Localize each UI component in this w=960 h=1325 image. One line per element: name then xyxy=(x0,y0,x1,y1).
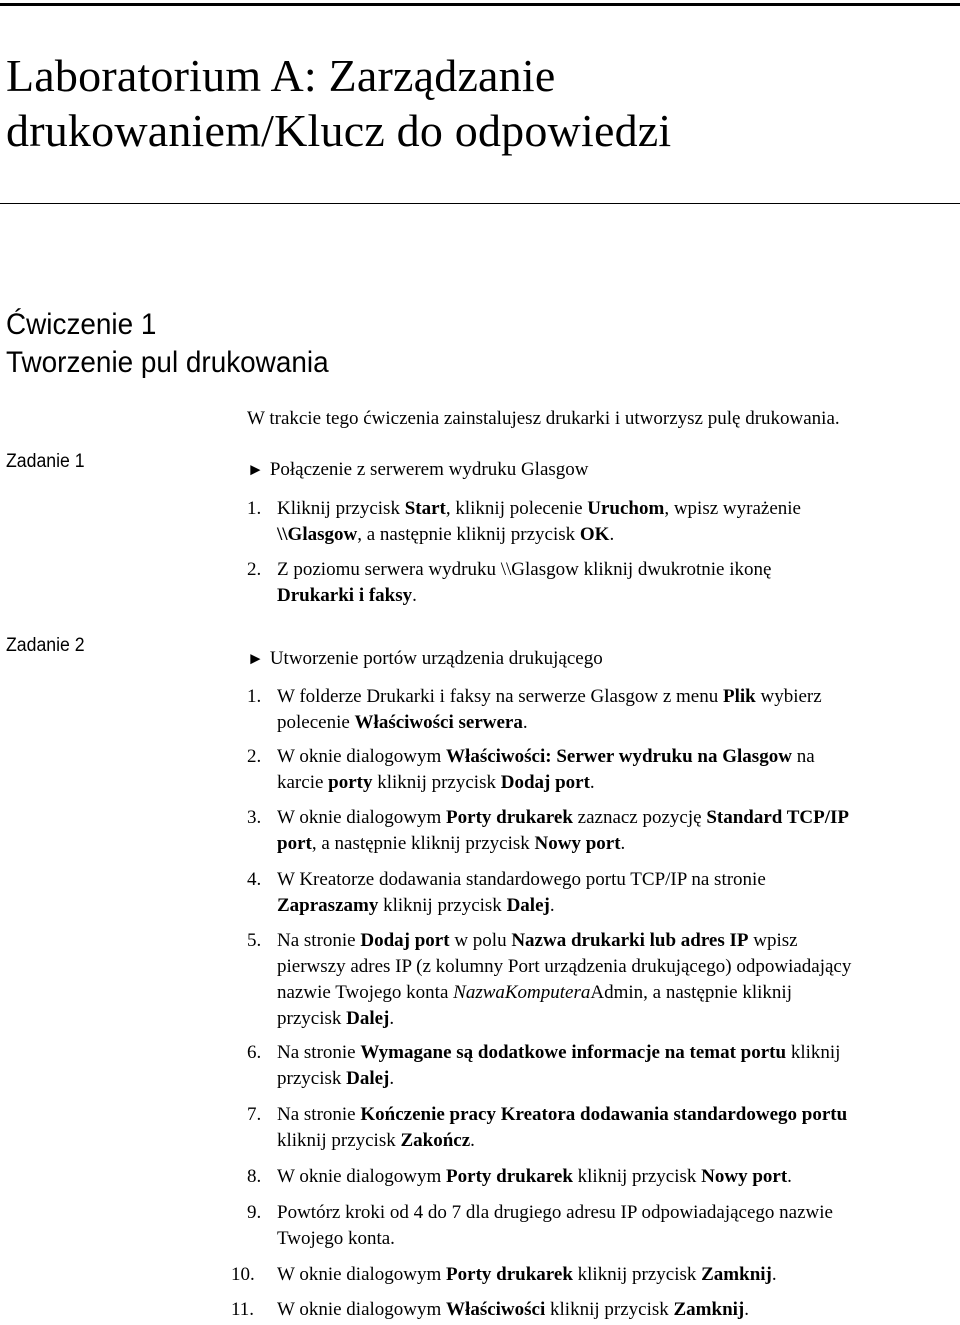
step-text-run: . xyxy=(787,1166,792,1187)
step-number: 3. xyxy=(247,807,262,828)
step-bold-term: OK xyxy=(579,524,610,545)
step-text-run: kliknij przycisk xyxy=(545,1299,674,1320)
exercise-intro: W trakcie tego ćwiczenia zainstalujesz drukarki i utworzysz pulę drukowania. xyxy=(247,408,840,429)
step-bold-term: Porty drukarek xyxy=(446,1166,573,1187)
step-text-run: kliknij przycisk xyxy=(572,1264,702,1285)
step-text-run: , a następnie kliknij przycisk xyxy=(357,524,580,545)
step-text-run: Na stronie xyxy=(277,930,361,951)
step-bold-term: Uruchom xyxy=(587,498,665,519)
step-text-run: W oknie dialogowym xyxy=(277,807,447,828)
step-bold-term: Drukarki i faksy xyxy=(277,585,413,606)
step-text xyxy=(277,1040,947,1092)
step-text xyxy=(277,496,947,548)
step-number: 11. xyxy=(231,1299,255,1320)
step-text-run: , a następnie kliknij przycisk xyxy=(311,833,535,854)
step-text-run: kliknij xyxy=(786,1042,841,1063)
step-text-run: kliknij przycisk xyxy=(372,772,501,793)
step-text xyxy=(277,1200,947,1252)
step-text-run: . xyxy=(549,895,555,916)
step-text-run: Admin, a następnie kliknij xyxy=(590,982,792,1003)
step-bold-term: Właściwości: Serwer wydruku na Glasgow xyxy=(446,746,792,767)
exercise-title xyxy=(6,306,329,382)
step-text-run: . xyxy=(771,1264,777,1285)
step-text-run: pierwszy adres IP (z kolumny Port urządzenia drukującego) odpowiadający xyxy=(277,956,852,977)
task2-procedure-title-text: Utworzenie portów urządzenia drukującego xyxy=(269,648,603,669)
step-text xyxy=(277,744,947,796)
step-text xyxy=(277,1102,947,1154)
step-text-run: nazwie Twojego konta xyxy=(277,982,454,1003)
step-bold-term: Porty drukarek xyxy=(446,1264,573,1285)
step-number: 1. xyxy=(247,686,262,707)
step-bold-term: Wymagane są dodatkowe informacje na temat portu xyxy=(360,1042,787,1063)
task2-step xyxy=(247,744,947,796)
step-number: 8. xyxy=(247,1166,262,1187)
title-divider xyxy=(0,203,960,204)
step-text-run: kliknij przycisk xyxy=(277,1130,401,1151)
step-number: 1. xyxy=(247,498,262,519)
task2-step xyxy=(231,1262,947,1288)
step-text-run: przycisk xyxy=(277,1008,347,1029)
document-title-line1: Laboratorium A: Zarządzanie xyxy=(6,50,556,101)
step-number: 7. xyxy=(247,1104,262,1125)
step-number: 2. xyxy=(247,746,262,767)
procedure-arrow-icon: ► xyxy=(247,649,264,668)
step-text-run: karcie xyxy=(277,772,329,793)
step-bold-term: Plik xyxy=(722,686,756,707)
step-text-run: . xyxy=(412,585,417,606)
exercise-title-line2: Tworzenie pul drukowania xyxy=(6,346,329,379)
task1-procedure-title xyxy=(247,457,947,483)
step-text-run: . xyxy=(389,1008,395,1029)
step-number: 9. xyxy=(247,1202,262,1223)
step-text-run: . xyxy=(470,1130,475,1151)
step-text-run: na xyxy=(791,746,815,767)
step-bold-term: Dodaj port xyxy=(500,772,590,793)
step-number: 5. xyxy=(247,930,262,951)
step-bold-term: Dalej xyxy=(506,895,550,916)
step-text xyxy=(277,1297,947,1323)
step-italic-term: NazwaKomputera xyxy=(453,982,591,1003)
step-text-run: . xyxy=(589,772,595,793)
step-text-run: , kliknij polecenie xyxy=(445,498,588,519)
step-bold-term: Porty drukarek xyxy=(446,807,573,828)
step-text-run: polecenie xyxy=(277,712,355,733)
step-text xyxy=(277,1262,947,1288)
step-text xyxy=(277,557,947,609)
task1-step xyxy=(247,557,947,609)
step-text-run: W oknie dialogowym xyxy=(277,1166,447,1187)
step-bold-term: Właściwości serwera xyxy=(354,712,523,733)
step-bold-term: Kończenie pracy Kreatora dodawania standardowego portu xyxy=(360,1104,848,1125)
step-text-run: Twojego konta. xyxy=(277,1228,395,1249)
step-text-run: kliknij przycisk xyxy=(572,1166,702,1187)
document-title xyxy=(6,48,671,158)
step-text xyxy=(277,867,947,919)
step-bold-term: Dalej xyxy=(346,1008,390,1029)
step-text-run: . xyxy=(744,1299,749,1320)
procedure-arrow-icon: ► xyxy=(247,460,264,479)
step-number: 4. xyxy=(247,869,262,890)
step-text-run: w polu xyxy=(449,930,512,951)
step-text-run: W oknie dialogowym xyxy=(277,1299,447,1320)
document-title-line2: drukowaniem/Klucz do odpowiedzi xyxy=(6,105,672,156)
task2-step xyxy=(247,1200,947,1252)
step-bold-term: Dalej xyxy=(346,1068,390,1089)
step-bold-term: Zamknij xyxy=(673,1299,745,1320)
step-text-run: wybierz xyxy=(755,686,822,707)
step-text xyxy=(277,1164,947,1190)
task2-step xyxy=(247,928,947,1032)
step-bold-term: Właściwości xyxy=(446,1299,546,1320)
step-text-run: . xyxy=(620,833,626,854)
step-bold-term: Standard TCP/IP xyxy=(706,807,850,828)
step-bold-term: porty xyxy=(328,772,373,793)
step-text-run: przycisk xyxy=(277,1068,347,1089)
step-text xyxy=(277,684,947,736)
step-text-run: W oknie dialogowym xyxy=(277,746,447,767)
task1-step xyxy=(247,496,947,548)
task2-step xyxy=(231,1297,947,1323)
task2-step xyxy=(247,1040,947,1092)
step-text-run: Na stronie xyxy=(277,1042,361,1063)
step-text-run: . xyxy=(389,1068,395,1089)
step-text-run: W oknie dialogowym xyxy=(277,1264,447,1285)
step-number: 2. xyxy=(247,559,262,580)
step-text-run: Z poziomu serwera wydruku \\Glasgow kliknij dwukrotnie ikonę xyxy=(277,559,772,580)
step-text-run: wpisz xyxy=(748,930,798,951)
step-number: 10. xyxy=(231,1264,255,1285)
task2-step xyxy=(247,805,947,857)
step-bold-term: Dodaj port xyxy=(360,930,450,951)
step-bold-term: Start xyxy=(404,498,446,519)
exercise-title-line1: Ćwiczenie 1 xyxy=(6,308,157,341)
step-text xyxy=(277,805,947,857)
step-text-run: Powtórz kroki od 4 do 7 dla drugiego adresu IP odpowiadającego nazwie xyxy=(277,1202,833,1223)
task1-label: Zadanie 1 xyxy=(6,451,85,472)
step-bold-term: Zakończ xyxy=(400,1130,471,1151)
task2-step xyxy=(247,1164,947,1190)
step-text-run: W folderze Drukarki i faksy na serwerze Glasgow z menu xyxy=(277,686,723,707)
step-text-run: Kliknij przycisk xyxy=(277,498,405,519)
step-text-run: Na stronie xyxy=(277,1104,361,1125)
step-bold-term: \\Glasgow xyxy=(277,524,358,545)
task2-procedure-title xyxy=(247,646,947,672)
step-bold-term: Zamknij xyxy=(701,1264,772,1285)
task1-procedure-title-text: Połączenie z serwerem wydruku Glasgow xyxy=(269,459,589,480)
step-text xyxy=(277,928,947,1032)
step-text-run: , wpisz wyrażenie xyxy=(664,498,801,519)
top-rule xyxy=(0,3,960,6)
task2-label: Zadanie 2 xyxy=(6,635,85,656)
task2-step xyxy=(247,1102,947,1154)
step-bold-term: Zapraszamy xyxy=(277,895,379,916)
task2-step xyxy=(247,867,947,919)
step-text-run: . xyxy=(522,712,528,733)
step-number: 6. xyxy=(247,1042,262,1063)
step-text-run: W Kreatorze dodawania standardowego portu TCP/IP na stronie xyxy=(277,869,766,890)
step-bold-term: Nazwa drukarki lub adres IP xyxy=(511,930,749,951)
step-text-run: zaznacz pozycję xyxy=(572,807,707,828)
step-bold-term: Nowy port xyxy=(701,1166,788,1187)
step-text-run: . xyxy=(609,524,615,545)
step-bold-term: Nowy port xyxy=(534,833,621,854)
task2-step xyxy=(247,684,947,736)
step-text-run: kliknij przycisk xyxy=(378,895,507,916)
step-bold-term: port xyxy=(277,833,312,854)
